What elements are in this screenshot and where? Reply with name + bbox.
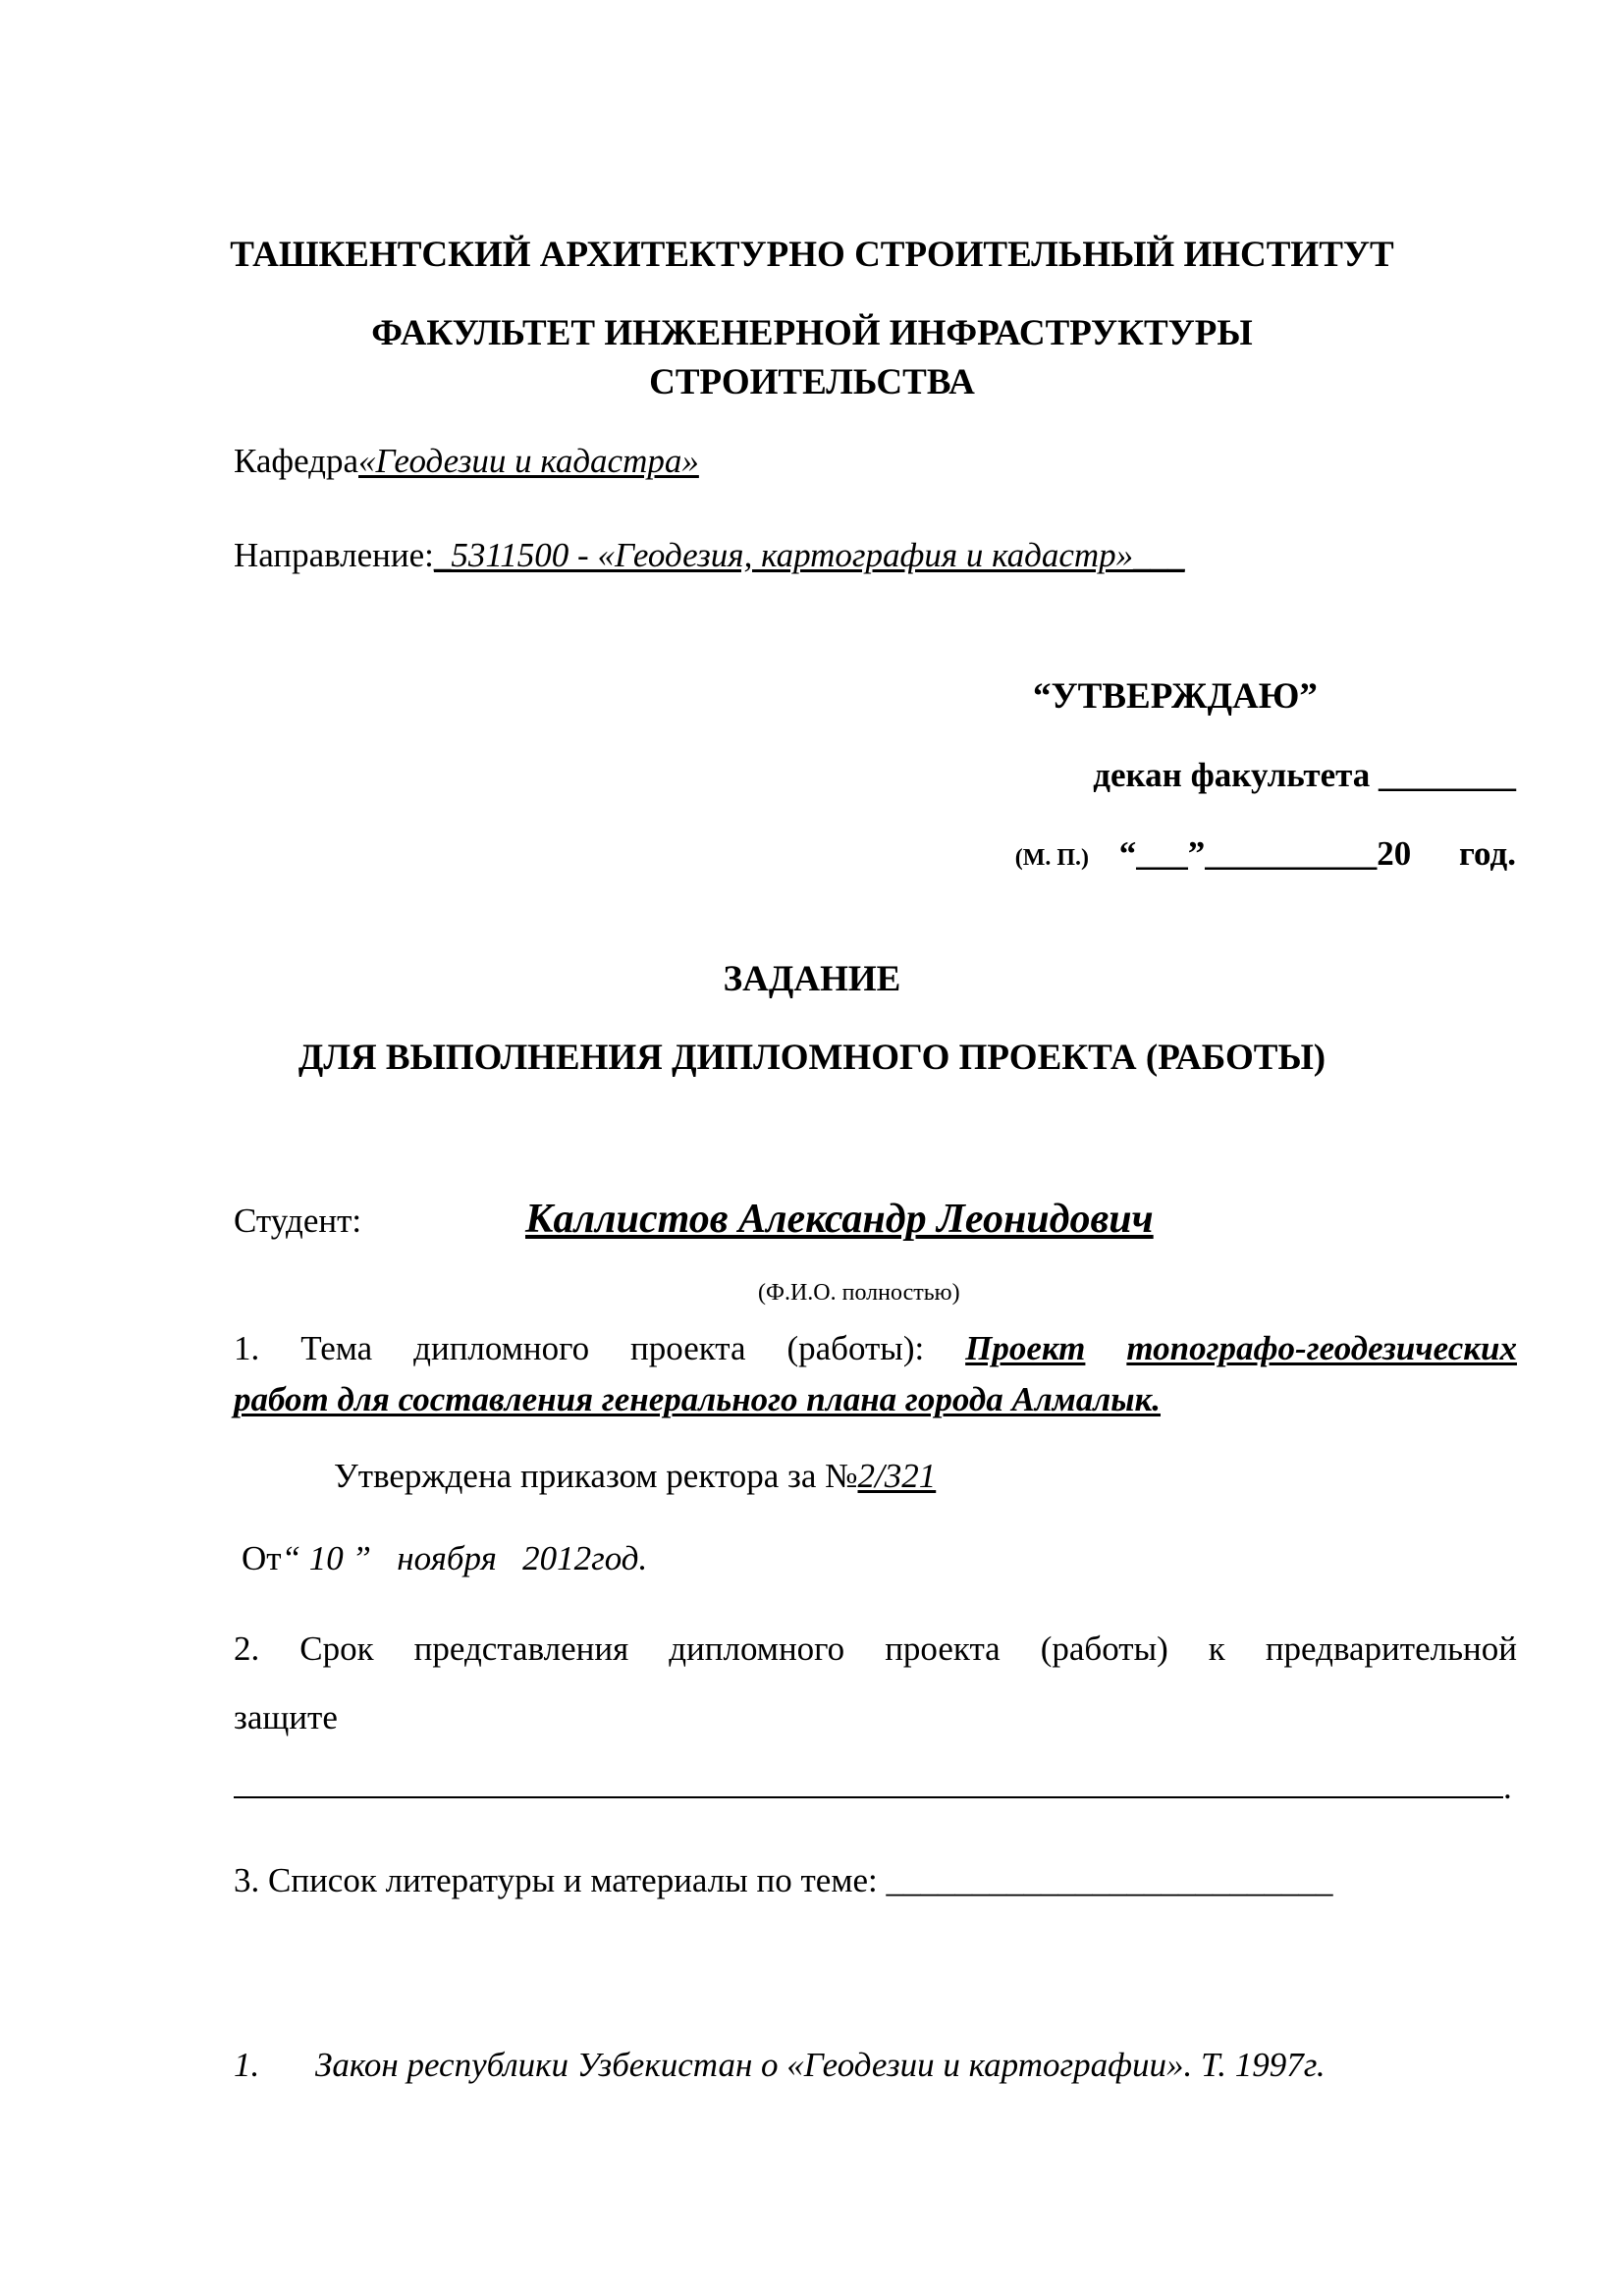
date-day-blank: ___ bbox=[1136, 834, 1188, 873]
department-value: «Геодезии и кадастра» bbox=[358, 442, 699, 480]
item2-number: 2. bbox=[234, 1629, 260, 1668]
item1-word: (работы): bbox=[786, 1329, 925, 1367]
date-year-suffix: год. bbox=[1459, 834, 1516, 873]
student-label: Студент: bbox=[234, 1201, 362, 1240]
deadline-blank-end: . bbox=[1503, 1768, 1512, 1806]
item2-blank-line bbox=[234, 1765, 1512, 1807]
item2-line2: защите bbox=[234, 1698, 338, 1736]
item2-word: проекта bbox=[885, 1629, 1001, 1668]
item1-word: Тема bbox=[300, 1329, 373, 1367]
item3-label: 3. Список литературы и материалы по теме: bbox=[234, 1861, 878, 1899]
faculty-name-line2: СТРОИТЕЛЬСТВА bbox=[649, 362, 975, 402]
item2-line1 bbox=[234, 1629, 1517, 1669]
item1-topic-line1 bbox=[234, 1329, 1517, 1368]
item2-word: (работы) bbox=[1040, 1629, 1168, 1668]
order-line bbox=[334, 1457, 936, 1496]
literature-item bbox=[234, 2046, 1326, 2085]
item3-line bbox=[234, 1861, 1332, 1900]
dean-signature-blank: ________ bbox=[1379, 756, 1516, 794]
order-number: 2/321 bbox=[857, 1457, 937, 1495]
item2-word: Срок bbox=[299, 1629, 374, 1668]
student-name: Каллистов Александр Леонидович bbox=[525, 1197, 1154, 1242]
literature-item-number: 1. bbox=[234, 2046, 260, 2084]
item2-word: к bbox=[1208, 1629, 1225, 1668]
direction-label: Направление: bbox=[234, 536, 434, 574]
dean-label: декан факультета bbox=[1093, 756, 1371, 794]
literature-blank: __________________________ bbox=[886, 1861, 1333, 1899]
student-name-caption: (Ф.И.О. полностью) bbox=[758, 1280, 960, 1306]
institute-name: ТАШКЕНТСКИЙ АРХИТЕКТУРНО СТРОИТЕЛЬНЫЙ ИНСТИТУТ bbox=[230, 235, 1394, 275]
date-month-blank: __________ bbox=[1205, 834, 1378, 873]
document-title: ЗАДАНИЕ bbox=[723, 959, 901, 999]
item2-word: дипломного bbox=[669, 1629, 845, 1668]
direction-line bbox=[234, 536, 1185, 575]
item1-topic-word: топографо-геодезических bbox=[1126, 1329, 1517, 1367]
item1-topic-word: Проект bbox=[965, 1329, 1086, 1367]
order-date-label: От bbox=[242, 1539, 282, 1577]
department-label: Кафедра bbox=[234, 442, 359, 480]
date-close-quote: ” bbox=[1187, 834, 1206, 873]
faculty-name-line1: ФАКУЛЬТЕТ ИНЖЕНЕРНОЙ ИНФРАСТРУКТУРЫ bbox=[371, 313, 1253, 353]
deadline-blank bbox=[234, 1765, 1503, 1798]
item2-word: представления bbox=[413, 1629, 629, 1668]
approval-date-line bbox=[1015, 834, 1516, 874]
department-line bbox=[234, 442, 699, 481]
stamp-label: (М. П.) bbox=[1014, 845, 1090, 871]
item1-word: проекта bbox=[630, 1329, 746, 1367]
approval-title: “УТВЕРЖДАЮ” bbox=[1033, 676, 1318, 717]
order-date-value: “ 10 ” ноября 2012год. bbox=[281, 1539, 648, 1577]
date-open-quote: “ bbox=[1118, 834, 1137, 873]
date-year: 20 bbox=[1377, 834, 1412, 873]
item2-word: предварительной bbox=[1265, 1629, 1517, 1668]
order-label: Утверждена приказом ректора за № bbox=[334, 1457, 858, 1495]
direction-value: _5311500 - «Геодезия, картография и кадастр»___ bbox=[433, 536, 1185, 574]
item1-word: дипломного bbox=[413, 1329, 590, 1367]
order-date-line bbox=[242, 1539, 647, 1578]
item1-number: 1. bbox=[234, 1329, 260, 1367]
document-subtitle: ДЛЯ ВЫПОЛНЕНИЯ ДИПЛОМНОГО ПРОЕКТА (РАБОТЫ) bbox=[298, 1038, 1326, 1078]
literature-item-text: Закон республики Узбекистан о «Геодезии и картографии». Т. 1997г. bbox=[315, 2046, 1326, 2084]
dean-line bbox=[1093, 756, 1516, 795]
item1-topic-line2: работ для составления генерального плана города Алмалык. bbox=[234, 1380, 1161, 1418]
